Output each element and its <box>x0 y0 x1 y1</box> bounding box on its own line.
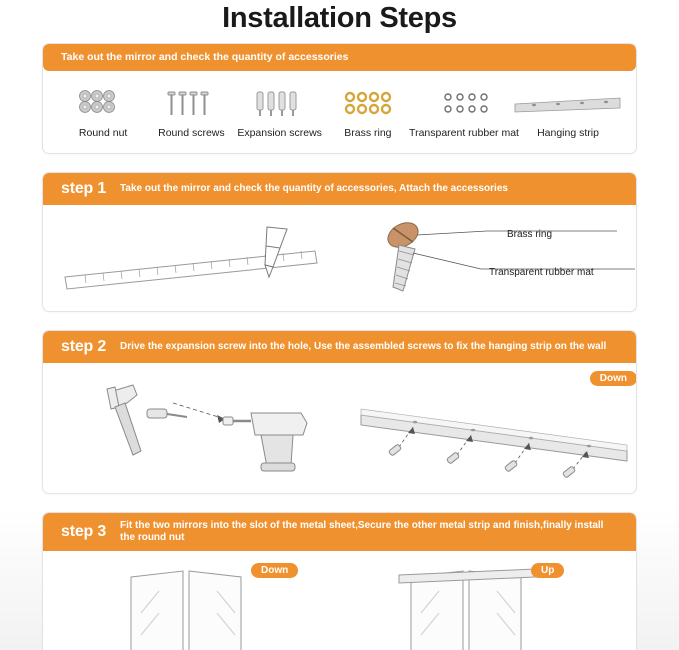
step-2-card <box>42 330 637 494</box>
hanging-strip-wall-figure <box>345 373 637 481</box>
tag-down: Down <box>590 371 637 386</box>
accessories-header-text: Take out the mirror and check the quantity of accessories <box>61 51 349 63</box>
part-rubber-mat <box>409 87 519 139</box>
step-3-illustration <box>55 561 624 650</box>
tag-up: Up <box>531 563 564 578</box>
step-2-illustration <box>55 372 627 481</box>
step-1-card <box>42 172 637 312</box>
step-3-number: step 3 <box>61 522 107 540</box>
round-nut-icon <box>73 87 133 121</box>
step-2-number: step 2 <box>61 337 107 355</box>
step-3-card <box>42 512 637 650</box>
part-label: Round nut <box>78 126 128 139</box>
step-1-header <box>43 173 636 205</box>
rubber-mat-icon <box>434 87 494 121</box>
step-1-illustration <box>55 215 624 299</box>
step-1-number: step 1 <box>61 179 107 197</box>
screw-assembly-figure <box>355 215 637 299</box>
accessories-card <box>42 43 637 154</box>
callout-brass-ring: Brass ring <box>507 228 553 240</box>
hanging-strip-icon <box>512 87 624 121</box>
part-label: Transparent rubber mat <box>409 126 519 139</box>
accessories-row <box>55 81 624 141</box>
part-brass-ring <box>324 87 412 139</box>
part-label: Round screws <box>158 126 225 139</box>
part-round-screws <box>147 87 235 139</box>
mirrors-down-figure <box>55 561 345 650</box>
hammer-drill-figure <box>55 373 345 481</box>
step-2-header <box>43 331 636 363</box>
mirrors-up-figure <box>345 561 635 650</box>
callout-rubber-mat: Transparent rubber mat <box>489 266 594 278</box>
step-1-text: Take out the mirror and check the quantity of accessories, Attach the accessories <box>120 182 508 194</box>
accessories-body <box>43 71 636 153</box>
brass-ring-icon <box>338 87 398 121</box>
step-2-body <box>43 363 636 493</box>
tag-down: Down <box>251 563 298 578</box>
part-label: Expansion screws <box>237 126 322 139</box>
page-title: Installation Steps <box>222 2 457 34</box>
step-3-text: Fit the two mirrors into the slot of the metal sheet,Secure the other metal strip and finish,finally install the round nut <box>120 519 604 543</box>
step-3-body <box>43 551 636 650</box>
part-label: Hanging strip <box>537 126 599 139</box>
part-round-nut <box>59 87 147 139</box>
part-label: Brass ring <box>344 126 392 139</box>
part-expansion-screws <box>236 87 324 139</box>
expansion-screws-icon <box>249 87 311 121</box>
ruler-pencil-figure <box>55 215 355 299</box>
step-1-body <box>43 205 636 311</box>
part-hanging-strip <box>516 87 620 139</box>
step-3-header <box>43 513 636 551</box>
accessories-header <box>43 44 636 71</box>
round-screws-icon <box>160 87 222 121</box>
step-2-text: Drive the expansion screw into the hole, Use the assembled screws to fix the hanging strip on the wall <box>120 340 607 352</box>
